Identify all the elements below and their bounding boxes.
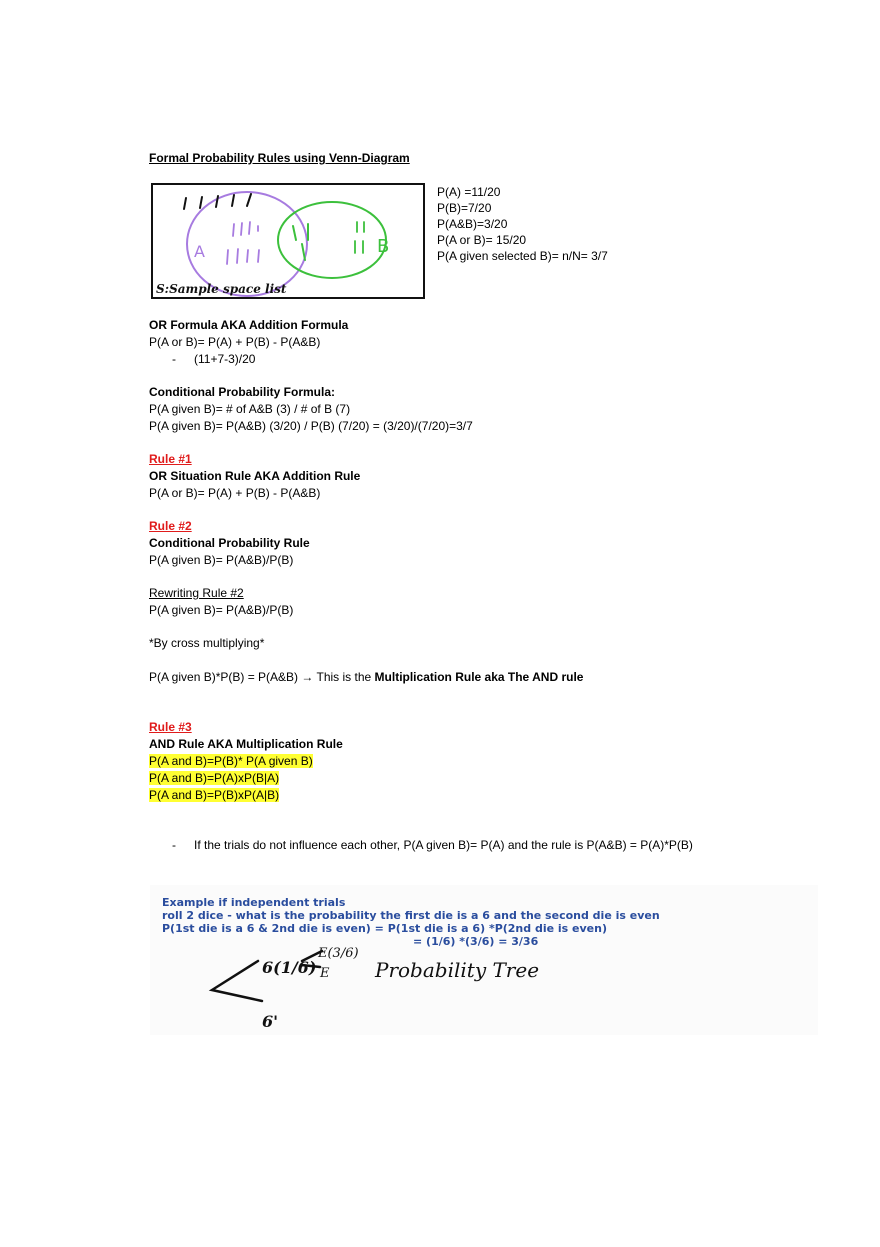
example-line1: Example if independent trials xyxy=(162,896,346,909)
probability-tree xyxy=(150,943,818,1033)
rule3-line1: P(A and B)=P(B)* P(A given B) xyxy=(149,754,313,768)
or-formula-heading: OR Formula AKA Addition Formula xyxy=(149,318,349,332)
page-title: Formal Probability Rules using Venn-Diagram xyxy=(149,151,410,165)
rule1-line: P(A or B)= P(A) + P(B) - P(A&B) xyxy=(149,486,321,500)
result-bold: Multiplication Rule aka The AND rule xyxy=(374,670,584,684)
rewrite-line: P(A given B)= P(A&B)/P(B) xyxy=(149,603,294,617)
rule3-line3: P(A and B)=P(B)xP(A|B) xyxy=(149,788,280,802)
prob-a-and-b: P(A&B)=3/20 xyxy=(437,217,508,231)
multiplication-result xyxy=(149,670,583,685)
rule1-heading: OR Situation Rule AKA Addition Rule xyxy=(149,469,361,483)
sample-space-label: S:Sample space list xyxy=(156,282,287,296)
tree-bottom-mark: 6' xyxy=(262,1012,279,1031)
bullet-dash: - xyxy=(172,352,176,366)
rewrite-label: Rewriting Rule #2 xyxy=(149,586,244,600)
conditional-formula-line1: P(A given B)= # of A&B (3) / # of B (7) xyxy=(149,402,351,416)
rule3-heading: AND Rule AKA Multiplication Rule xyxy=(149,737,343,751)
independent-trials-note: If the trials do not influence each other, P(A given B)= P(A) and the rule is P(A&B) = P(A)*P(B) xyxy=(194,838,693,852)
rule2-label: Rule #2 xyxy=(149,519,192,533)
prob-a-given-b: P(A given selected B)= n/N= 3/7 xyxy=(437,249,608,263)
or-formula-bullet: (11+7-3)/20 xyxy=(194,352,256,366)
rule2-heading: Conditional Probability Rule xyxy=(149,536,310,550)
rule2-line: P(A given B)= P(A&B)/P(B) xyxy=(149,553,294,567)
tree-e-mark: E xyxy=(320,966,330,981)
example-line4: = (1/6) *(3/6) = 3/36 xyxy=(413,935,539,948)
circle-b-label: B xyxy=(377,236,390,257)
example-panel xyxy=(150,885,818,1035)
prob-a-or-b: P(A or B)= 15/20 xyxy=(437,233,527,247)
prob-a: P(A) =11/20 xyxy=(437,185,501,199)
tree-even-mark: E(3/6) xyxy=(318,946,359,961)
bullet-dash: - xyxy=(172,838,176,852)
example-line3: P(1st die is a 6 & 2nd die is even) = P(1st die is a 6) *P(2nd die is even) xyxy=(162,922,608,935)
probability-list xyxy=(437,184,608,264)
tree-top-mark: 6(1/6) xyxy=(262,958,317,977)
circle-a-label: A xyxy=(194,242,205,261)
venn-diagram xyxy=(150,182,426,300)
conditional-formula-line2: P(A given B)= P(A&B) (3/20) / P(B) (7/20) = (3/20)/(7/20)=3/7 xyxy=(149,419,473,433)
tree-label: Probability Tree xyxy=(375,958,540,982)
rule1-label: Rule #1 xyxy=(149,452,192,466)
result-prefix: P(A given B)*P(B) = P(A&B) → This is the xyxy=(149,670,375,684)
cross-multiply-note: *By cross multiplying* xyxy=(149,636,265,650)
prob-b: P(B)=7/20 xyxy=(437,201,492,215)
example-line2: roll 2 dice - what is the probability the first die is a 6 and the second die is even xyxy=(162,909,660,922)
rule3-line2: P(A and B)=P(A)xP(B|A) xyxy=(149,771,280,785)
conditional-formula-heading: Conditional Probability Formula: xyxy=(149,385,335,399)
rule3-label: Rule #3 xyxy=(149,720,192,734)
or-formula-line: P(A or B)= P(A) + P(B) - P(A&B) xyxy=(149,335,321,349)
